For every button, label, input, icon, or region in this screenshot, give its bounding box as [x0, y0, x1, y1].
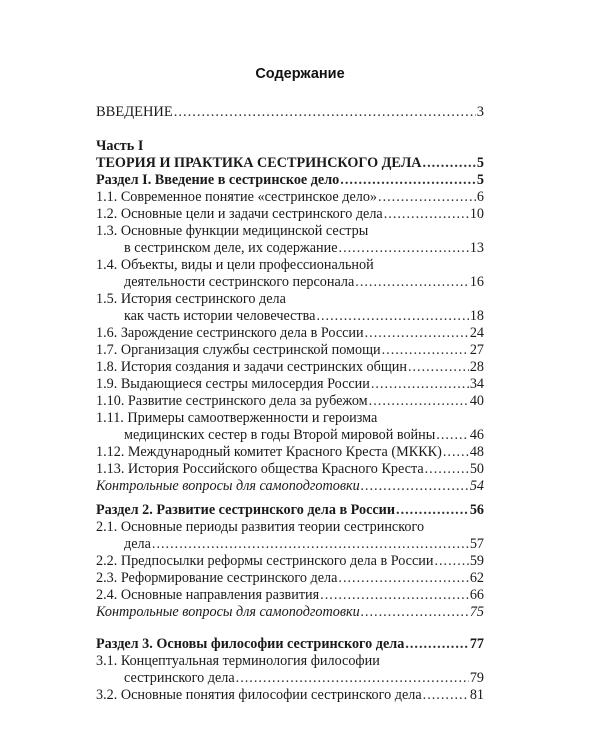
- entry-page: 3: [476, 104, 484, 120]
- entry-page: 40: [469, 393, 484, 409]
- dot-leader: [174, 104, 476, 121]
- toc-entry-2-2[interactable]: [96, 553, 484, 570]
- toc-entry-1-9[interactable]: [96, 376, 484, 393]
- entry-title-cont: сестринского дела: [124, 670, 235, 686]
- toc-entry-1-4-line1[interactable]: [96, 257, 484, 274]
- dot-leader: [236, 670, 469, 687]
- entry-page: 57: [469, 536, 484, 552]
- entry-title: Предпосылки реформы сестринского дела в России: [120, 553, 434, 569]
- entry-page: 81: [469, 687, 484, 703]
- toc-entry-2-1[interactable]: [96, 536, 484, 553]
- toc-entry-part1[interactable]: [96, 155, 484, 172]
- toc-entry-1-5-line1[interactable]: [96, 291, 484, 308]
- dot-leader: [382, 342, 469, 359]
- dot-leader: [371, 376, 469, 393]
- toc-entry-1-3-line1[interactable]: [96, 223, 484, 240]
- entry-number: 2.2.: [96, 553, 118, 569]
- entry-page: 10: [469, 206, 484, 222]
- toc-entry-1-4[interactable]: [96, 274, 484, 291]
- entry-page: 46: [469, 427, 484, 443]
- entry-title: Современное понятие «сестринское дело»: [120, 189, 378, 205]
- dot-leader: [384, 206, 469, 223]
- entry-number: 1.3.: [96, 223, 118, 239]
- entry-page: 24: [469, 325, 484, 341]
- entry-page: 6: [476, 189, 484, 205]
- entry-number: 1.1.: [96, 189, 118, 205]
- toc-entry-section2[interactable]: [96, 502, 484, 519]
- entry-page: 50: [469, 461, 484, 477]
- dot-leader: [338, 570, 468, 587]
- entry-page: 66: [469, 587, 484, 603]
- toc-entry-1-3[interactable]: [96, 240, 484, 257]
- entry-title: Раздел 3. Основы философии сестринского дела: [96, 636, 405, 652]
- dot-leader: [425, 461, 469, 478]
- dot-leader: [408, 359, 469, 376]
- toc-entry-1-13[interactable]: [96, 461, 484, 478]
- entry-page: 48: [469, 444, 484, 460]
- entry-page: 59: [469, 553, 484, 569]
- toc-entry-section3[interactable]: [96, 636, 484, 653]
- entry-number: 3.2.: [96, 687, 118, 703]
- dot-leader: [152, 536, 469, 553]
- dot-leader: [361, 604, 469, 621]
- dot-leader: [405, 636, 469, 653]
- toc-entry-3-1[interactable]: [96, 670, 484, 687]
- entry-page: 18: [469, 308, 484, 324]
- entry-title: Зарождение сестринского дела в России: [120, 325, 364, 341]
- toc-entry-introduction[interactable]: [96, 104, 484, 121]
- entry-title: Основные направления развития: [120, 587, 320, 603]
- dot-leader: [316, 308, 468, 325]
- dot-leader: [320, 587, 469, 604]
- entry-number: 1.13.: [96, 461, 125, 477]
- dot-leader: [423, 687, 469, 704]
- entry-page: 27: [469, 342, 484, 358]
- toc-entry-2-4[interactable]: [96, 587, 484, 604]
- dot-leader: [365, 325, 469, 342]
- toc-entry-section2-review[interactable]: [96, 604, 484, 621]
- toc-entry-1-1[interactable]: [96, 189, 484, 206]
- dot-leader: [396, 502, 469, 519]
- entry-title: Организация службы сестринской помощи: [120, 342, 381, 358]
- dot-leader: [355, 274, 469, 291]
- entry-page: 34: [469, 376, 484, 392]
- entry-number: 1.11.: [96, 410, 124, 426]
- toc-entry-1-5[interactable]: [96, 308, 484, 325]
- entry-title: Основные периоды развития теории сестринского: [120, 519, 425, 535]
- page-title: Содержание: [255, 66, 345, 82]
- entry-title: Реформирование сестринского дела: [120, 570, 338, 586]
- part-label: Часть I: [96, 138, 144, 154]
- toc-entry-1-6[interactable]: [96, 325, 484, 342]
- toc-entry-3-1-line1[interactable]: [96, 653, 484, 670]
- entry-title-cont: деятельности сестринского персонала: [124, 274, 355, 290]
- entry-title: История создания и задачи сестринских общин: [120, 359, 407, 375]
- entry-number: 1.10.: [96, 393, 125, 409]
- entry-title-cont: в сестринском деле, их содержание: [124, 240, 338, 256]
- entry-title: Основные понятия философии сестринского дела: [120, 687, 422, 703]
- toc-entry-1-11-line1[interactable]: [96, 410, 484, 427]
- dot-leader: [443, 444, 469, 461]
- entry-title: Основные цели и задачи сестринского дела: [120, 206, 383, 222]
- entry-number: 1.4.: [96, 257, 118, 273]
- entry-title: Развитие сестринского дела за рубежом: [127, 393, 368, 409]
- entry-title-cont: дела: [124, 536, 151, 552]
- entry-page: 56: [469, 502, 484, 518]
- entry-page: 79: [469, 670, 484, 686]
- dot-leader: [436, 427, 469, 444]
- entry-title: Раздел 2. Развитие сестринского дела в России: [96, 502, 396, 518]
- entry-title: Концептуальная терминология философии: [120, 653, 380, 669]
- entry-title: История Российского общества Красного Креста: [127, 461, 424, 477]
- entry-number: 2.1.: [96, 519, 118, 535]
- entry-title-cont: как часть истории человечества: [124, 308, 316, 324]
- dot-leader: [339, 240, 469, 257]
- entry-title: ТЕОРИЯ И ПРАКТИКА СЕСТРИНСКОГО ДЕЛА: [96, 155, 422, 171]
- entry-page: 16: [469, 274, 484, 290]
- dot-leader: [423, 155, 476, 172]
- entry-title: Контрольные вопросы для самоподготовки: [96, 478, 360, 494]
- entry-page: 54: [469, 478, 484, 494]
- dot-leader: [361, 478, 469, 495]
- entry-title: Раздел I. Введение в сестринское дело: [96, 172, 340, 188]
- dot-leader: [434, 553, 468, 570]
- entry-page: 13: [469, 240, 484, 256]
- toc-entry-3-2[interactable]: [96, 687, 484, 704]
- toc-entry-section1[interactable]: [96, 172, 484, 189]
- entry-title: Контрольные вопросы для самоподготовки: [96, 604, 360, 620]
- entry-page: 5: [476, 155, 484, 171]
- entry-number: 2.4.: [96, 587, 118, 603]
- entry-title: ВВЕДЕНИЕ: [96, 104, 173, 120]
- entry-number: 1.6.: [96, 325, 118, 341]
- entry-title-cont: медицинских сестер в годы Второй мировой войны: [124, 427, 436, 443]
- dot-leader: [340, 172, 476, 189]
- toc-entry-1-11[interactable]: [96, 427, 484, 444]
- entry-number: 2.3.: [96, 570, 118, 586]
- entry-title: Основные функции медицинской сестры: [120, 223, 369, 239]
- entry-number: 3.1.: [96, 653, 118, 669]
- entry-title: Объекты, виды и цели профессиональной: [120, 257, 374, 273]
- dot-leader: [378, 189, 476, 206]
- entry-number: 1.8.: [96, 359, 118, 375]
- entry-number: 1.12.: [96, 444, 125, 460]
- entry-page: 77: [469, 636, 484, 652]
- toc-entry-1-7[interactable]: [96, 342, 484, 359]
- toc-entry-1-12[interactable]: [96, 444, 484, 461]
- entry-number: 1.9.: [96, 376, 118, 392]
- entry-title: История сестринского дела: [120, 291, 286, 307]
- toc-entry-2-3[interactable]: [96, 570, 484, 587]
- entry-number: 1.5.: [96, 291, 118, 307]
- entry-number: 1.2.: [96, 206, 118, 222]
- toc-entry-1-2[interactable]: [96, 206, 484, 223]
- entry-title: Выдающиеся сестры милосердия России: [120, 376, 370, 392]
- dot-leader: [369, 393, 469, 410]
- entry-number: 1.7.: [96, 342, 118, 358]
- entry-page: 5: [476, 172, 484, 188]
- toc-entry-section1-review[interactable]: [96, 478, 484, 495]
- entry-title: Примеры самоотверженности и героизма: [127, 410, 378, 426]
- entry-title: Международный комитет Красного Креста (МККК): [127, 444, 442, 460]
- toc-entry-1-10[interactable]: [96, 393, 484, 410]
- entry-page: 28: [469, 359, 484, 375]
- toc-entry-1-8[interactable]: [96, 359, 484, 376]
- entry-page: 75: [469, 604, 484, 620]
- toc-entry-2-1-line1[interactable]: [96, 519, 484, 536]
- entry-page: 62: [469, 570, 484, 586]
